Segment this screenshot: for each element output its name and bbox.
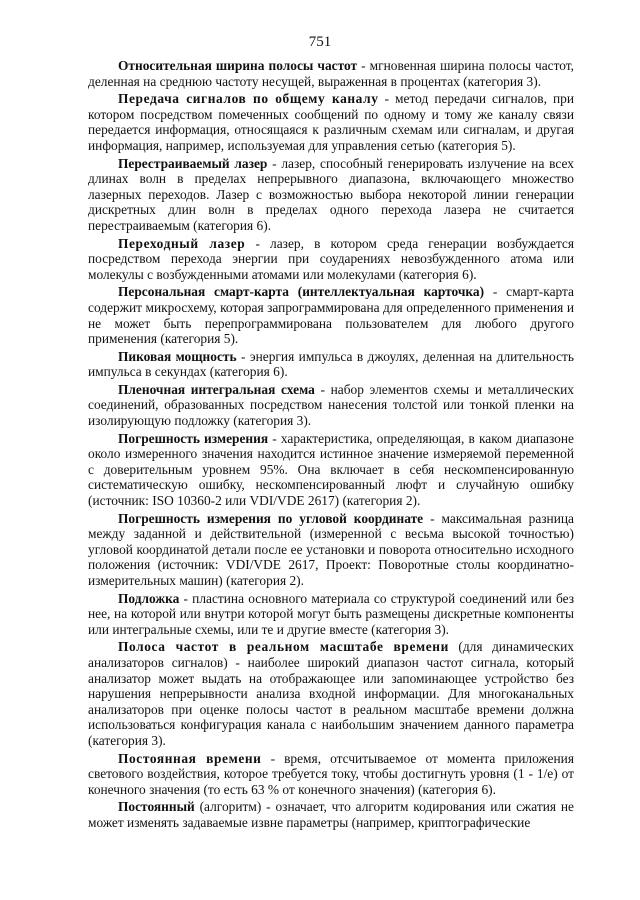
- entry-term: Перестраиваемый лазер: [118, 155, 268, 171]
- glossary-entry: [88, 511, 574, 589]
- entry-definition: - время, отсчитываемое от момента приложения светового воздействия, которое требуется току, чтобы достигнуть уровня (1 - 1/e) от конечного значения (то есть 63 % от конечного значения) (категория 6).: [88, 750, 574, 797]
- entry-definition: - метод передачи сигналов, при котором посредством помеченных сообщений по одному и тому же каналу связи передается информация, относящаяся к различным схемам или сигналам, и другая информация, например, используемая для управления сетью (категория 5).: [88, 91, 574, 153]
- entry-term: Переходный лазер: [118, 235, 246, 251]
- glossary-entry: [88, 639, 574, 748]
- entry-definition: - характеристика, определяющая, в каком диапазоне около измеренного значения находится истинное значение измеряемой переменной с доверительным уровнем 95%. Она включает в себя нескомпенсированную систематическую ошибку, нескомпенсированный люфт и случайную ошибку (источник: ISO 10360-2 или VDI/VDE 2617) (категория 2).: [88, 430, 574, 509]
- glossary-entry: [88, 156, 574, 234]
- entry-definition: - набор элементов схемы и металлических соединений, образованных посредством нанесения толстой или тонкой пленки на изолирующую подложку (категория 3).: [88, 381, 574, 429]
- page-number: 751: [308, 34, 332, 50]
- glossary-content: [88, 58, 574, 833]
- glossary-entry: [88, 284, 574, 346]
- glossary-entry: [88, 382, 574, 429]
- glossary-entry: [88, 751, 574, 798]
- entry-definition: - лазер, способный генерировать излучение на всех длинах волн в пределах непрерывного диапазона, включающего множество лазерных переходов. Лазер с возможностью выбора некоторой линии генерации дискретных длин волн в пределах одного перехода лазера не считается перестраиваемым (категория 6).: [88, 155, 574, 233]
- entry-definition: - максимальная разница между заданной и действительной (измеренной с весьма высокой точностью) угловой координатой детали после ее установки и поворота относительно исходного положения (источник: VDI/VDE 2617, Проект: Поворотные столы координатно-измерительных машин) (категория 2).: [88, 510, 574, 588]
- entry-term: Постоянная времени: [118, 750, 262, 766]
- entry-definition: - энергия импульса в джоулях, деленная на длительность импульса в секундах (категория 6).: [88, 348, 574, 380]
- glossary-entry: [88, 349, 574, 380]
- glossary-entry: [88, 91, 574, 153]
- entry-definition: - мгновенная ширина полосы частот, деленная на среднюю частоту несущей, выраженная в процентах (категория 3).: [88, 58, 574, 89]
- entry-term: Погрешность измерения: [118, 430, 269, 446]
- entry-term: Относительная ширина полосы частот: [118, 58, 358, 73]
- entry-term: Постоянный: [118, 799, 195, 815]
- entry-term: Пиковая мощность: [118, 348, 237, 364]
- entry-term: Персональная смарт-карта (интеллектуальная карточка): [118, 284, 485, 300]
- glossary-entry: [88, 799, 574, 830]
- entry-term: Передача сигналов по общему каналу: [118, 91, 379, 107]
- entry-definition: (алгоритм) - означает, что алгоритм кодирования или сжатия не может изменять задаваемые извне параметры (например, криптографические: [88, 799, 574, 830]
- entry-definition: (для динамических анализаторов сигналов) - наиболее широкий диапазон частот сигнала, который анализатор может выдать на отображающее или запоминающее устройство без нарушения непрерывности анализа входной информации. Для многоканальных анализаторов при оценке полосы частот в реальном масштабе времени должна использоваться конфигурация канала с наибольшим значением данного параметра (категория 3).: [88, 639, 574, 748]
- entry-definition: - смарт-карта содержит микросхему, которая запрограммирована для определенного применения и не может быть перепрограммирована пользователем для любого другого применения (категория 5).: [88, 284, 574, 347]
- entry-definition: - лазер, в котором среда генерации возбуждается посредством перехода энергии при соударениях невозбужденного атома или молекулы с возбужденными атомами или молекулами (категория 6).: [88, 235, 574, 282]
- glossary-entry: [88, 591, 574, 638]
- entry-term: Полоса частот в реальном масштабе времени: [118, 639, 449, 655]
- glossary-entry: [88, 58, 574, 89]
- glossary-entry: [88, 236, 574, 283]
- entry-term: Погрешность измерения по угловой координате: [118, 510, 424, 526]
- entry-term: Подложка: [118, 590, 180, 606]
- entry-definition: - пластина основного материала со структурой соединений или без нее, на которой или внутри которой могут быть размещены дискретные компоненты или интегральные схемы, или те и другие вместе (категория 3).: [88, 590, 574, 637]
- entry-term: Пленочная интегральная схема: [118, 381, 315, 397]
- glossary-entry: [88, 431, 574, 509]
